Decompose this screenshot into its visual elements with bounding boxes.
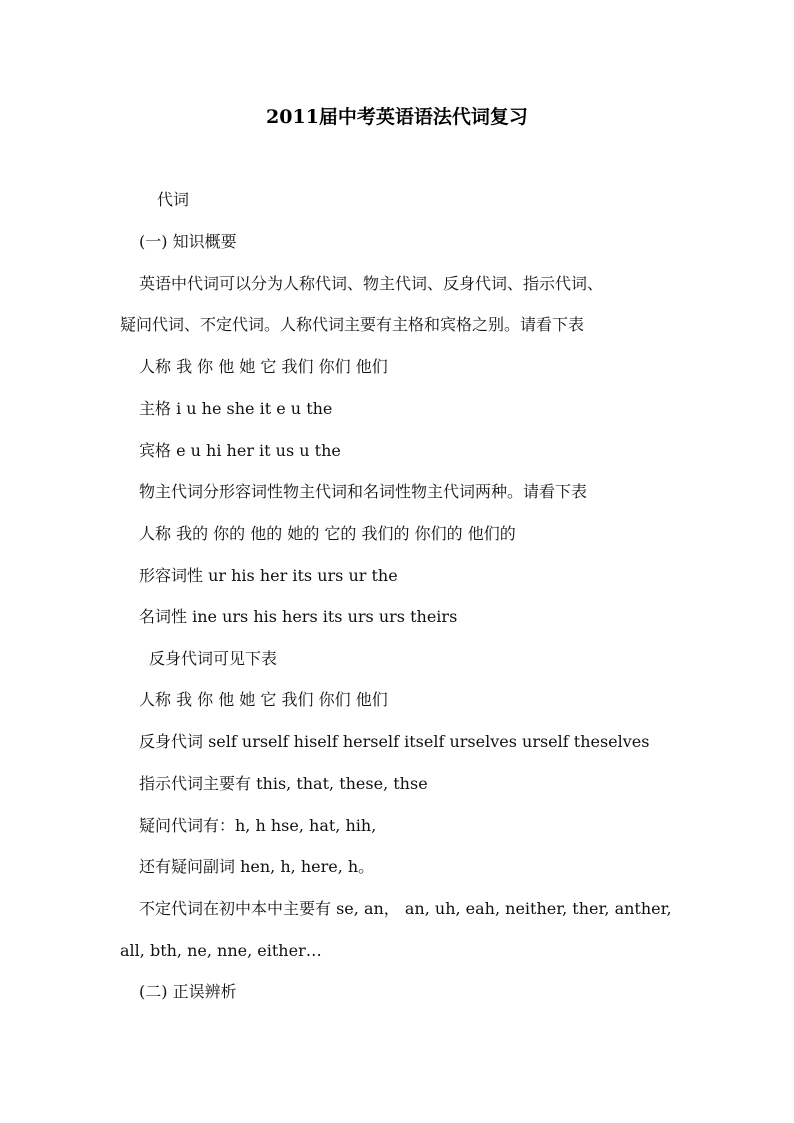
text-line: 宾格 e u hi her it us u the [139, 441, 341, 460]
text-line: 物主代词分形容词性物主代词和名词性物主代词两种。请看下表 [139, 482, 588, 501]
text-line: 指示代词主要有 this, that, these, thse [139, 774, 428, 793]
text-line: 代词 [157, 190, 190, 209]
text-line: 形容词性 ur his her its urs ur the [139, 566, 398, 585]
section-heading: (二) 正误辨析 [139, 982, 237, 1001]
text-line: all, bth, ne, nne, either… [120, 941, 322, 960]
document-title: 2011届中考英语语法代词复习 [266, 106, 528, 128]
text-line: 反身代词 self urself hiself herself itself urselves urself theselves [139, 732, 650, 751]
text-line: 反身代词可见下表 [149, 649, 278, 668]
text-line: 不定代词在初中本中主要有 se, an， an, uh, eah, neither, ther, anther, [139, 899, 672, 918]
text-line: 主格 i u he she it e u the [139, 399, 333, 418]
text-line: 还有疑问副词 hen, h, here, h。 [139, 857, 375, 876]
text-line: 名词性 ine urs his hers its urs urs theirs [139, 607, 458, 626]
text-line: 疑问代词、不定代词。人称代词主要有主格和宾格之别。请看下表 [120, 315, 585, 334]
text-line: 人称 我的 你的 他的 她的 它的 我们的 你们的 他们的 [139, 524, 516, 543]
text-line: 疑问代词有：h, h hse, hat, hih, [139, 816, 377, 835]
text-line: 英语中代词可以分为人称代词、物主代词、反身代词、指示代词、 [139, 274, 604, 293]
text-line: 人称 我 你 他 她 它 我们 你们 他们 [139, 357, 388, 376]
text-line: 人称 我 你 他 她 它 我们 你们 他们 [139, 690, 388, 709]
section-heading: (一) 知识概要 [139, 232, 237, 251]
